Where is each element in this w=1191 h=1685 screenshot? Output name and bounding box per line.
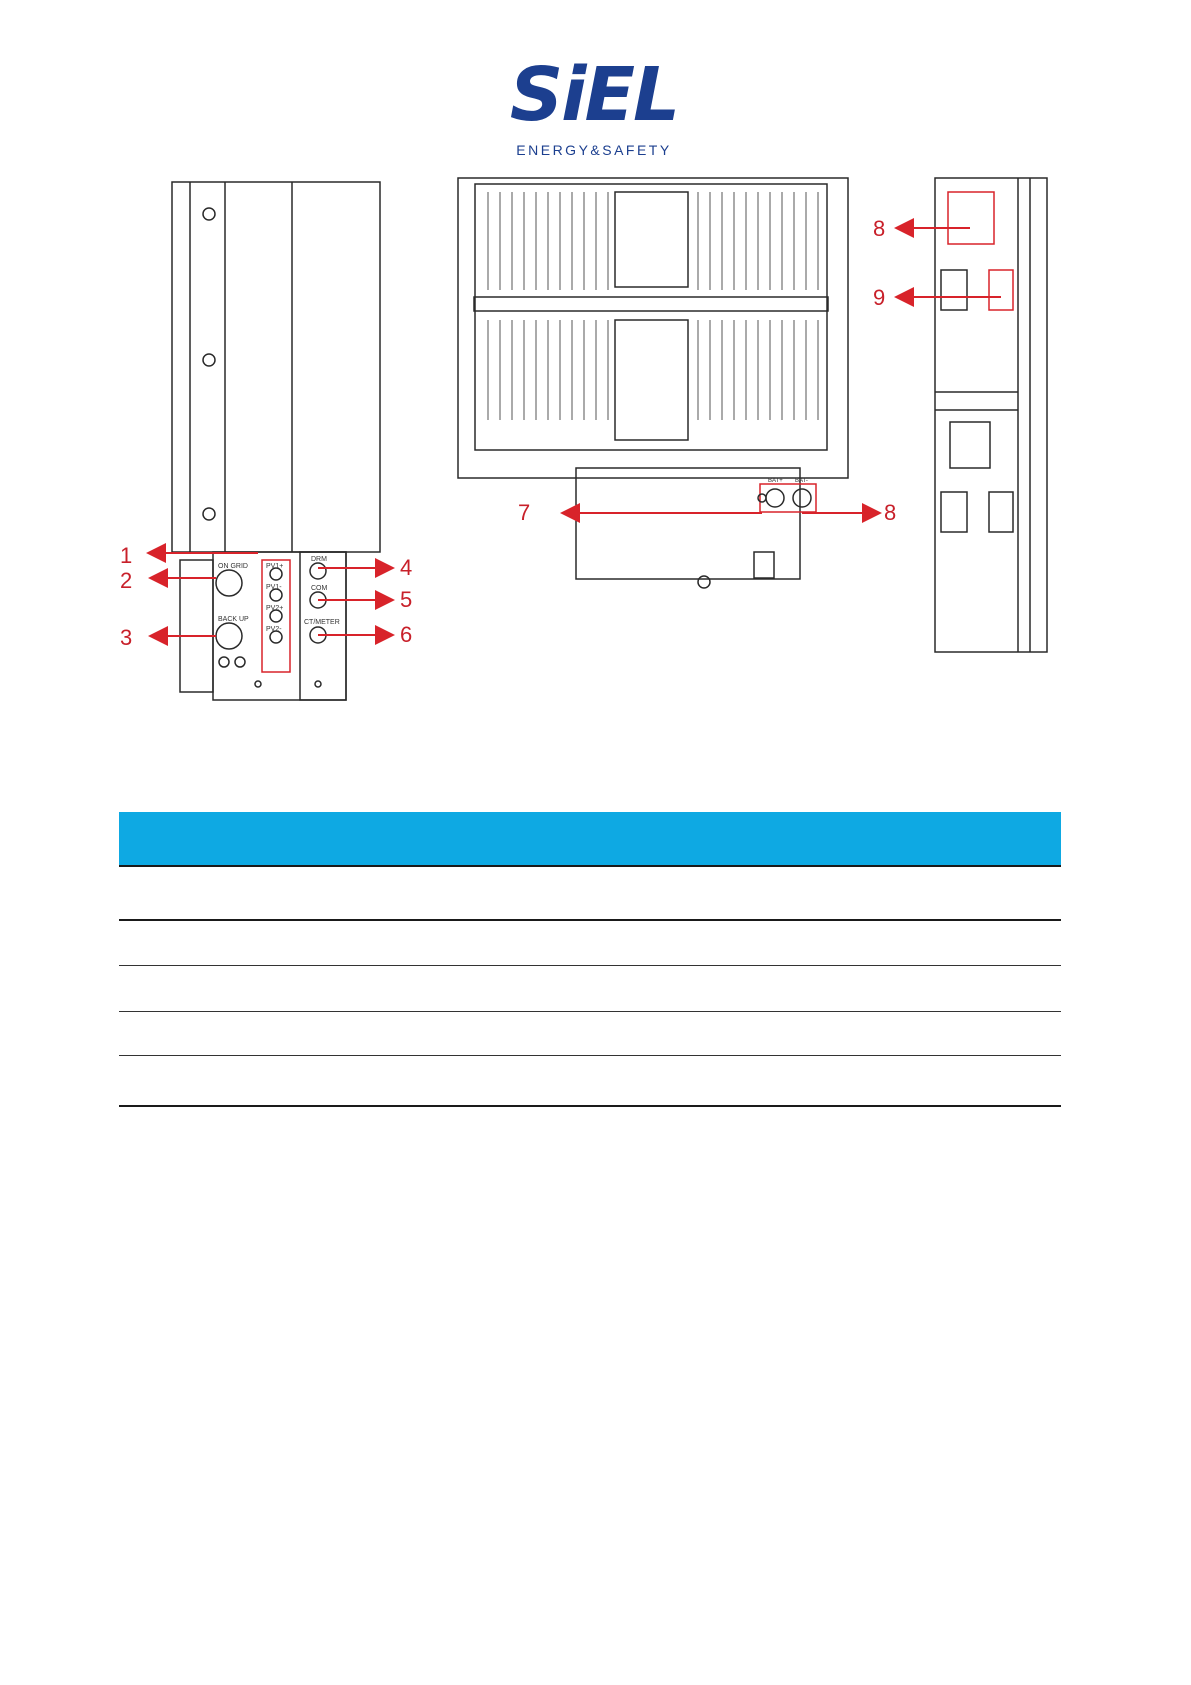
product-drawings — [0, 170, 1191, 710]
callout-9: 9 — [873, 285, 886, 310]
callout-8-back: 8 — [884, 500, 897, 525]
label-pv1p: PV1+ — [266, 563, 284, 570]
table-row — [119, 921, 1061, 966]
label-ctmeter: CT/METER — [304, 619, 340, 626]
label-on-grid: ON GRID — [218, 563, 248, 570]
battery-module-drawing — [935, 178, 1047, 652]
back-view-drawing — [458, 178, 848, 588]
label-backup: BACK UP — [218, 616, 249, 623]
logo-tagline: ENERGY&SAFETY — [516, 142, 672, 158]
callout-3: 3 — [120, 625, 133, 650]
callout-2: 2 — [120, 568, 133, 593]
terminal-table — [119, 812, 1061, 1107]
logo-brand: SiEL — [509, 52, 679, 138]
table-row — [119, 966, 1061, 1012]
callout-6: 6 — [400, 622, 413, 647]
callout-7: 7 — [518, 500, 531, 525]
label-pv2p: PV2+ — [266, 605, 284, 612]
side-view-drawing — [172, 182, 380, 700]
label-pv2m: PV2- — [266, 626, 282, 633]
label-drm: DRM — [311, 556, 327, 563]
siel-logo — [494, 52, 694, 160]
callout-1: 1 — [120, 543, 133, 568]
table-header — [119, 812, 1061, 867]
label-com: COM — [311, 585, 328, 592]
label-pv1m: PV1- — [266, 584, 282, 591]
table-row — [119, 867, 1061, 921]
table-row — [119, 1056, 1061, 1107]
label-bat-plus: BAT+ — [768, 478, 783, 484]
table-row — [119, 1012, 1061, 1056]
label-bat-minus: BAT- — [795, 478, 808, 484]
callout-4: 4 — [400, 555, 413, 580]
callout-8-module: 8 — [873, 216, 886, 241]
callout-5: 5 — [400, 587, 413, 612]
